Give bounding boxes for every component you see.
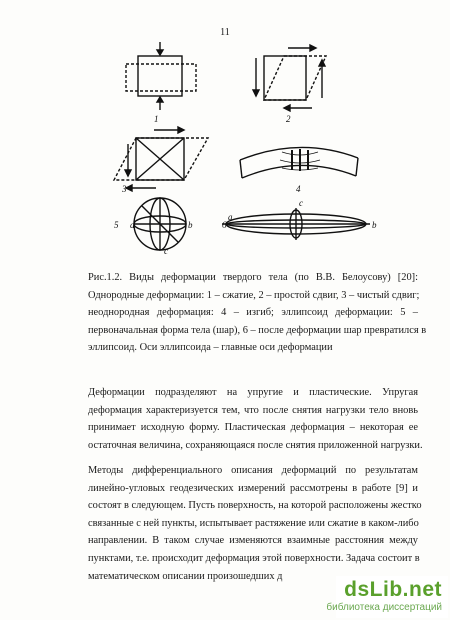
paragraph-line: состоят в следующем. Пусть поверхность, на которой расположены жестко — [88, 500, 422, 512]
paragraph-methods — [88, 462, 422, 585]
axis-letter-a-sphere: a — [130, 220, 135, 230]
paragraph-line: Методы дифференциального описания деформаций по результатам — [88, 465, 418, 476]
paragraph-line: линейно-угловых геодезических измерений рассмотрены в работе [9] и — [88, 482, 418, 494]
figure-pure-shear — [114, 127, 208, 191]
paragraph-line: связанные с ней пункты, испытывает растяжение или сжатие в каком-либо — [88, 517, 419, 529]
figure-label-5: 5 — [114, 220, 119, 230]
axis-letter-b-sphere: b — [188, 220, 193, 230]
paragraph-line: деформация характеризуется тем, что после снятия нагрузки тело вновь — [88, 404, 418, 416]
axis-letter-a-ellipsoid: a — [228, 212, 233, 222]
axis-letter-c-sphere: c — [164, 246, 168, 255]
axis-letter-c-ellipsoid: c — [299, 198, 303, 208]
deformation-figure — [100, 40, 390, 255]
paragraph-line: математическом описании произошедших д — [88, 570, 283, 582]
caption-line: Однородные деформации: 1 – сжатие, 2 – простой сдвиг, 3 – чистый сдвиг; — [88, 289, 420, 301]
figure-caption — [88, 269, 427, 357]
figure-ellipsoid — [222, 208, 370, 240]
paragraph-line: направлении. В таком случае изменяются взаимные расстояния между — [88, 535, 418, 547]
paragraph-line: Деформации подразделяют на упругие и пластические. Упругая — [88, 387, 418, 398]
caption-line: Рис.1.2. Виды деформации твердого тела (по В.В. Белоусову) [20]: — [88, 272, 418, 283]
figure-simple-shear — [253, 45, 326, 111]
watermark-subtitle: библиотека диссертаций — [326, 602, 442, 613]
caption-line: первоначальная форма тела (шар), 6 – после деформации шар превратился в — [88, 324, 427, 336]
figure-sphere — [134, 198, 186, 250]
logo-lib: Lib — [369, 578, 403, 601]
figure-label-6: 6 — [222, 220, 227, 230]
figure-label-4: 4 — [296, 184, 301, 194]
paragraph-line: принимает исходную форму. Пластическая деформация – некоторая ее — [88, 422, 418, 434]
paragraph-line: остаточная величина, сохраняющаяся после снятия приложенной нагрузки. — [88, 439, 423, 451]
figure-label-1: 1 — [154, 114, 159, 124]
page-number: 11 — [220, 27, 230, 38]
dslib-watermark[interactable] — [326, 578, 442, 614]
paragraph-elastic-plastic — [88, 384, 423, 454]
caption-line: неоднородная деформация: 4 – изгиб; эллипсоид деформации: 5 – — [88, 307, 418, 319]
figure-label-3: 3 — [122, 184, 127, 194]
figure-bending — [240, 147, 358, 178]
logo-net: .net — [402, 578, 442, 601]
logo-ds: ds — [344, 578, 370, 601]
dslib-logo — [344, 578, 442, 602]
caption-line: эллипсоид. Оси эллипсоида – главные оси деформации — [88, 342, 333, 354]
figure-label-2: 2 — [286, 114, 291, 124]
paragraph-line: пунктами, т.е. происходит деформация этой поверхности. Задача состоит в — [88, 552, 420, 564]
axis-letter-b-ellipsoid: b — [372, 220, 377, 230]
figure-compression — [126, 42, 196, 110]
